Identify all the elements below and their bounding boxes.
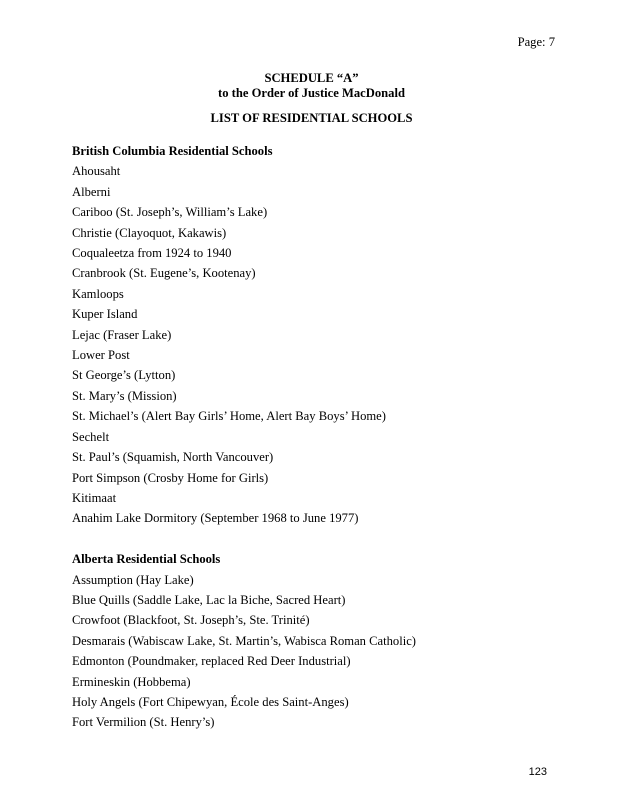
list-item: Alberni — [72, 184, 111, 199]
list-item: Assumption (Hay Lake) — [72, 572, 194, 587]
list-item: Cranbrook (St. Eugene’s, Kootenay) — [72, 266, 256, 281]
list-item: St. Michael’s (Alert Bay Girls’ Home, Alert Bay Boys’ Home) — [72, 409, 386, 424]
list-item: Blue Quills (Saddle Lake, Lac la Biche, Sacred Heart) — [72, 592, 346, 607]
list-item: Lower Post — [72, 348, 130, 363]
document-title-block — [0, 71, 623, 125]
list-item: Kitimaat — [72, 490, 117, 505]
list-item: Holy Angels (Fort Chipewyan, École des Saint-Anges) — [72, 694, 349, 709]
page-header-label: Page: 7 — [517, 35, 555, 49]
list-item: Cariboo (St. Joseph’s, William’s Lake) — [72, 205, 268, 220]
list-item: Sechelt — [72, 429, 110, 444]
page-number-footer: 123 — [528, 766, 547, 778]
order-subtitle: to the Order of Justice MacDonald — [218, 85, 405, 100]
list-item: Anahim Lake Dormitory (September 1968 to June 1977) — [72, 511, 359, 526]
list-title: LIST OF RESIDENTIAL SCHOOLS — [210, 110, 413, 125]
list-item: Edmonton (Poundmaker, replaced Red Deer Industrial) — [72, 654, 351, 669]
list-item: St. Paul’s (Squamish, North Vancouver) — [72, 450, 274, 465]
list-item: Christie (Clayoquot, Kakawis) — [72, 225, 227, 240]
section-british-columbia — [72, 141, 583, 529]
list-item: Kamloops — [72, 286, 124, 301]
list-item: Crowfoot (Blackfoot, St. Joseph’s, Ste. Trinité) — [72, 613, 310, 628]
list-item: St George’s (Lytton) — [72, 368, 176, 383]
list-item: Coqualeetza from 1924 to 1940 — [72, 246, 232, 261]
section-heading: Alberta Residential Schools — [72, 552, 221, 567]
header-spacer — [0, 101, 623, 111]
section-heading: British Columbia Residential Schools — [72, 144, 273, 158]
school-list — [72, 141, 583, 733]
schedule-title: SCHEDULE “A” — [264, 71, 359, 85]
section-alberta — [72, 549, 583, 733]
list-item: Ahousaht — [72, 164, 121, 179]
list-item: Lejac (Fraser Lake) — [72, 327, 172, 342]
list-item: Fort Vermilion (St. Henry’s) — [72, 715, 215, 730]
list-item: Ermineskin (Hobbema) — [72, 674, 191, 689]
list-item: Port Simpson (Crosby Home for Girls) — [72, 470, 269, 485]
list-item: Desmarais (Wabiscaw Lake, St. Martin’s, Wabisca Roman Catholic) — [72, 633, 416, 648]
list-item: St. Mary’s (Mission) — [72, 388, 177, 403]
list-item: Kuper Island — [72, 307, 138, 322]
